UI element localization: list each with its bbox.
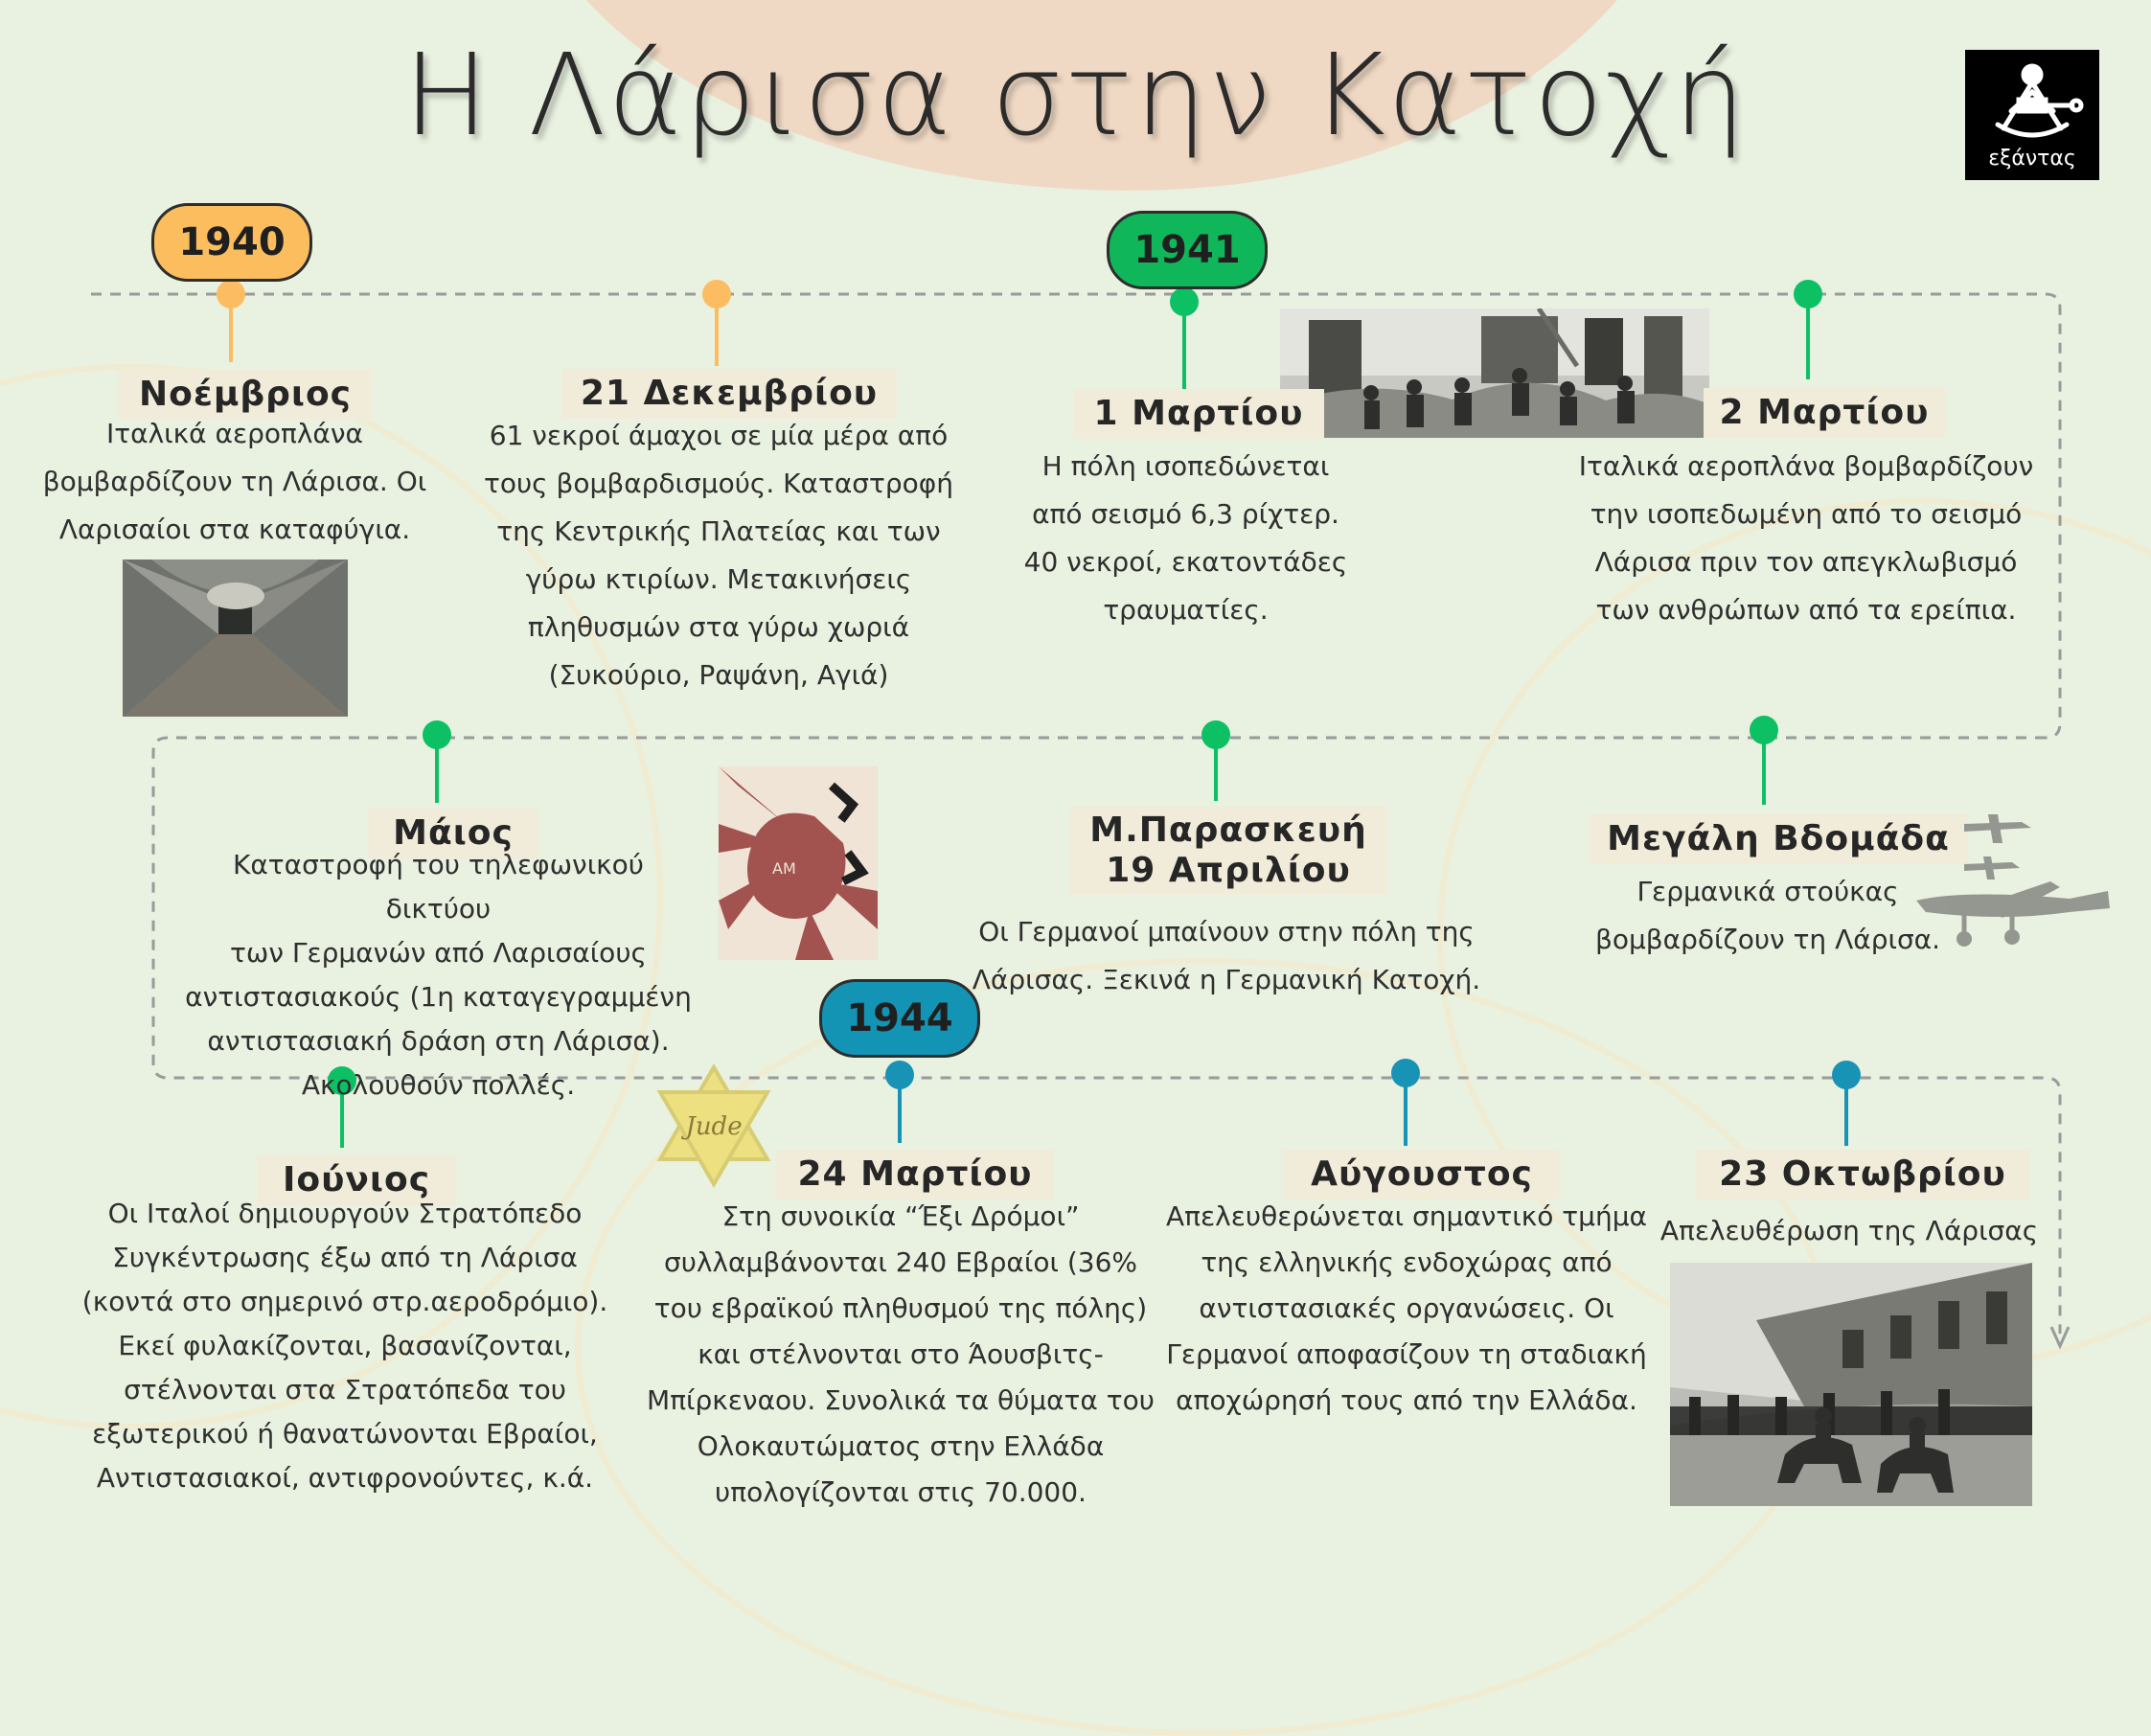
event-text-march-2: Ιταλικά αεροπλάνα βομβαρδίζουν την ισοπεδωμένη από το σεισμό Λάρισα πριν τον απεγκλωβισμό των ανθρώπων από τα ερείπια.	[1578, 450, 2034, 626]
liberation-parade-photo	[1670, 1263, 2032, 1506]
earthquake-ruins-photo	[1280, 308, 1709, 438]
timeline-dot	[217, 280, 245, 308]
timeline-dot	[1391, 1059, 1420, 1087]
timeline-dot	[1832, 1061, 1861, 1089]
timeline-dot	[1750, 716, 1778, 744]
timeline-dot	[702, 280, 731, 308]
event-text-may: Καταστροφή του τηλεφωνικού δικτύου των Γερμανών από Λαρισαίους αντιστασιακούς (1η καταγεγραμμένη αντιστασιακή δράση στη Λάρισα). Ακολουθούν πολλές.	[185, 849, 692, 1101]
yellow-star-icon	[647, 1063, 781, 1192]
event-text-october-23: Απελευθέρωση της Λάρισας	[1659, 1215, 2039, 1246]
timeline-dot	[1170, 287, 1199, 316]
event-title-good-friday: Μ.Παρασκευή 19 Απριλίου	[1069, 807, 1387, 895]
event-title-may: Μάιος	[368, 809, 538, 858]
shelter-tunnel-photo	[123, 560, 348, 717]
event-text-good-friday: Οι Γερμανοί μπαίνουν στην πόλη της Λάρισας. Ξεκινά η Γερμανική Κατοχή.	[972, 916, 1481, 995]
svg-text:AM: AM	[772, 859, 796, 878]
event-text-august: Απελευθερώνεται σημαντικό τμήμα της ελληνικής ενδοχώρας από αντιστασιακές οργανώσεις. Οι Γερμανοί αποφασίζουν τη σταδιακή αποχώρησή τους από την Ελλάδα.	[1166, 1200, 1647, 1416]
event-title-october-23: 23 Οκτωβρίου	[1696, 1150, 2029, 1199]
event-text-june: Οι Ιταλοί δημιουργούν Στρατόπεδο Συγκέντρωσης έξω από τη Λάρισα (κοντά στο σημερινό στρ.αεροδρόμιο). Εκεί φυλακίζονται, βασανίζονται, στέλνονται στα Στρατόπεδα του εξωτερικού ή θανατώνονται Εβραίοι, Αντιστασιακοί, αντιφρονούντες, κ.ά.	[81, 1198, 608, 1494]
event-text-dec-21: 61 νεκροί άμαχοι σε μία μέρα από τους βομβαρδισμούς. Καταστροφή της Κεντρικής Πλατείας και των γύρω κτιρίων. Μετακινήσεις πληθυσμών στα γύρω χωριά (Συκούριο, Ραψάνη, Αγιά)	[483, 420, 954, 691]
timeline-dot	[1201, 720, 1230, 749]
event-text-november: Ιταλικά αεροπλάνα βομβαρδίζουν τη Λάρισα. Οι Λαρισαίοι στα καταφύγια.	[42, 418, 427, 545]
timeline-dot	[885, 1061, 914, 1089]
year-badge-1944: 1944	[819, 979, 980, 1058]
resistance-fist-poster	[719, 766, 878, 960]
timeline-dot	[423, 720, 451, 749]
event-title-march-1: 1 Μαρτίου	[1073, 389, 1324, 439]
event-title-march-2: 2 Μαρτίου	[1704, 388, 1945, 438]
timeline-dot	[1794, 280, 1822, 308]
event-text-march-24: Στη συνοικία “Έξι Δρόμοι” συλλαμβάνονται 240 Εβραίοι (36% του εβραϊκού πληθυσμού της πόλης) και στέλνονται στο Άουσβιτς- Μπίρκεναου. Συνολικά τα θύματα του Ολοκαυτώματος στην Ελλάδα υπολογίζονται στις 70.000.	[647, 1200, 1155, 1508]
event-title-march-24: 24 Μαρτίου	[776, 1150, 1054, 1199]
svg-text:Jude: Jude	[685, 1112, 743, 1141]
event-title-august: Αύγουστος	[1284, 1150, 1560, 1199]
logo-text: εξάντας	[1988, 147, 2076, 171]
stuka-planes-icon	[1907, 805, 2127, 962]
event-title-holy-week: Μεγάλη Βδομάδα	[1589, 814, 1968, 864]
event-text-holy-week: Γερμανικά στούκας βομβαρδίζουν τη Λάρισα.	[1594, 876, 1941, 955]
event-title-june: Ιούνιος	[257, 1155, 456, 1205]
event-title-november: Νοέμβριος	[119, 370, 372, 420]
year-badge-1941: 1941	[1107, 211, 1268, 289]
year-badge-1940: 1940	[151, 203, 312, 282]
event-text-march-1: Η πόλη ισοπεδώνεται από σεισμό 6,3 ρίχτερ. 40 νεκροί, εκατοντάδες τραυματίες.	[1023, 450, 1348, 626]
page-title: Η Λάρισα στην Κατοχή	[403, 29, 1748, 161]
event-title-dec-21: 21 Δεκεμβρίου	[561, 369, 897, 419]
